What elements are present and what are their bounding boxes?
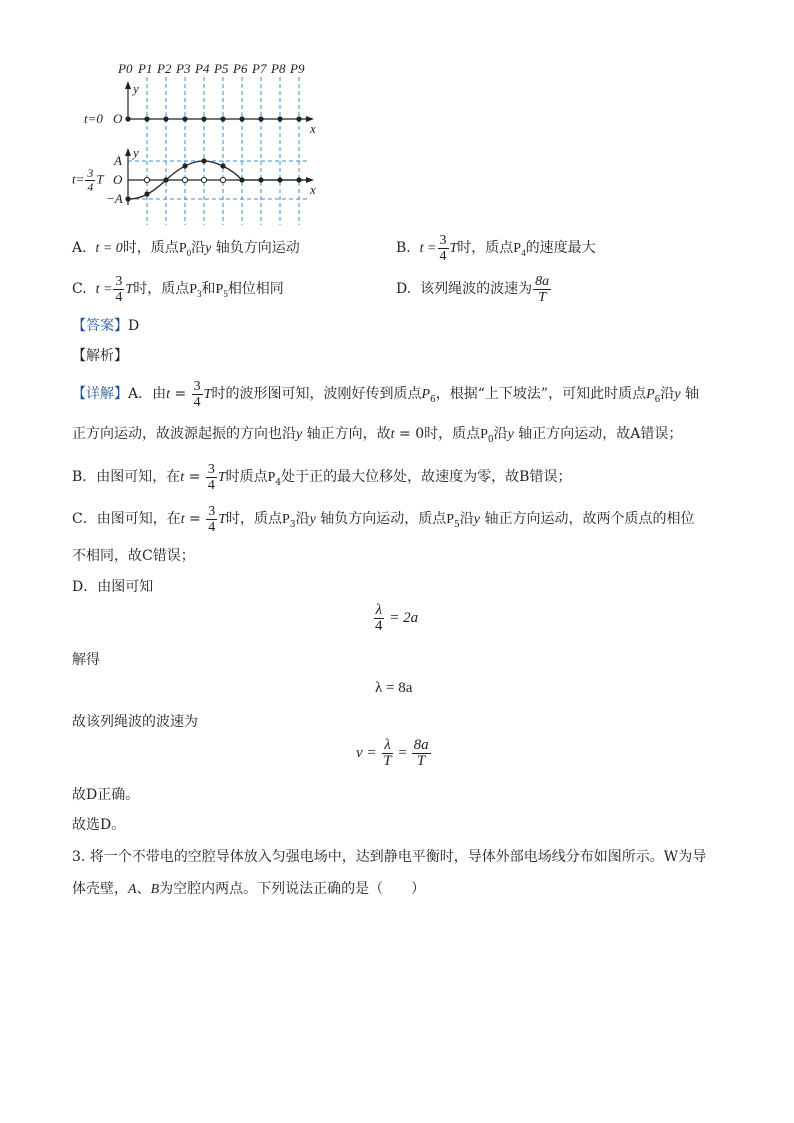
x-axis-label: x xyxy=(310,121,316,136)
origin-label-2: O xyxy=(113,172,123,187)
equation-3: v = $\frac{\lambda}{T}$ = $\frac{8a}{T}$ xyxy=(356,737,429,769)
point-label: P0 xyxy=(118,61,133,76)
option-c: C. t = $\frac{3}{4}$ T时，质点$P_3$和$P_5$相位相同 xyxy=(72,273,284,305)
row2-time: t= $\frac{3}{4}$ T xyxy=(72,166,104,194)
option-a: A. t = 0时，质点$P_0$沿y 轴负方向运动 xyxy=(72,240,300,258)
question3-line2: 体壳壁，A、B为空腔内两点。下列说法正确的是（ ） xyxy=(72,881,426,897)
point-label: P5 xyxy=(214,61,229,76)
option-b: B. t = $\frac{3}{4}$ T时，质点$P_4$的速度最大 xyxy=(396,232,596,264)
point-label: P9 xyxy=(290,61,305,76)
y-axis-label: y xyxy=(133,81,139,96)
point-label: P7 xyxy=(252,61,267,76)
equation-2: λ = 8a xyxy=(375,680,413,696)
answer-line: 【答案】D xyxy=(72,318,140,334)
detail-c-line1: C．由图可知，在t = $\frac{3}{4}$ T时，质点$P_3$沿y 轴负方向运动，质点$P_5$沿y 轴正方向运动，故两个质点的相位 xyxy=(72,503,695,535)
point-label: P6 xyxy=(233,61,248,76)
d-correct: 故D正确。 xyxy=(72,787,140,803)
detail-d-line: D．由图可知 xyxy=(72,579,154,595)
option-d: D. 该列绳波的波速为 $\frac{8a}{T}$ xyxy=(396,273,550,305)
solve-label: 解得 xyxy=(72,652,100,668)
amp-pos-label: A xyxy=(114,153,122,168)
amp-neg-label: −A xyxy=(106,191,123,206)
detail-a-line1: 【详解】A．由t = $\frac{3}{4}$ T时的波形图可知，波刚好传到质点$P_6$，根据“上下坡法”，可知此时质点$P_6$沿y 轴 xyxy=(72,378,700,410)
detail-b-line: B．由图可知，在t = $\frac{3}{4}$ T时质点$P_4$处于正的最大位移处，故速度为零，故B错误； xyxy=(72,461,572,493)
wave-figure xyxy=(70,55,330,230)
row1-time: t=0 xyxy=(84,111,103,126)
point-label: P4 xyxy=(195,61,210,76)
equation-1: $\frac{\lambda}{4}$ = 2a xyxy=(375,602,419,634)
point-label: P3 xyxy=(176,61,191,76)
grid-vertical-lines xyxy=(147,77,299,225)
choose-line: 故选D。 xyxy=(72,817,126,833)
question3-line1: 3. 将一个不带电的空腔导体放入匀强电场中，达到静电平衡时，导体外部电场线分布如图所示。W为导 xyxy=(72,849,707,865)
detail-c-line2: 不相同，故C错误； xyxy=(72,548,195,564)
point-label: P1 xyxy=(138,61,153,76)
point-label: P2 xyxy=(157,61,172,76)
speed-text: 故该列绳波的波速为 xyxy=(72,714,198,730)
detail-a-line2: 正方向运动，故波源起振的方向也沿y 轴正方向，故t = 0时，质点$P_0$沿y 轴正方向运动，故A错误； xyxy=(72,426,683,445)
y-axis-label-2: y xyxy=(133,145,139,160)
x-axis-label-2: x xyxy=(310,182,316,197)
analysis-label: 【解析】 xyxy=(72,348,128,364)
origin-label: O xyxy=(113,111,123,126)
point-label: P8 xyxy=(271,61,286,76)
